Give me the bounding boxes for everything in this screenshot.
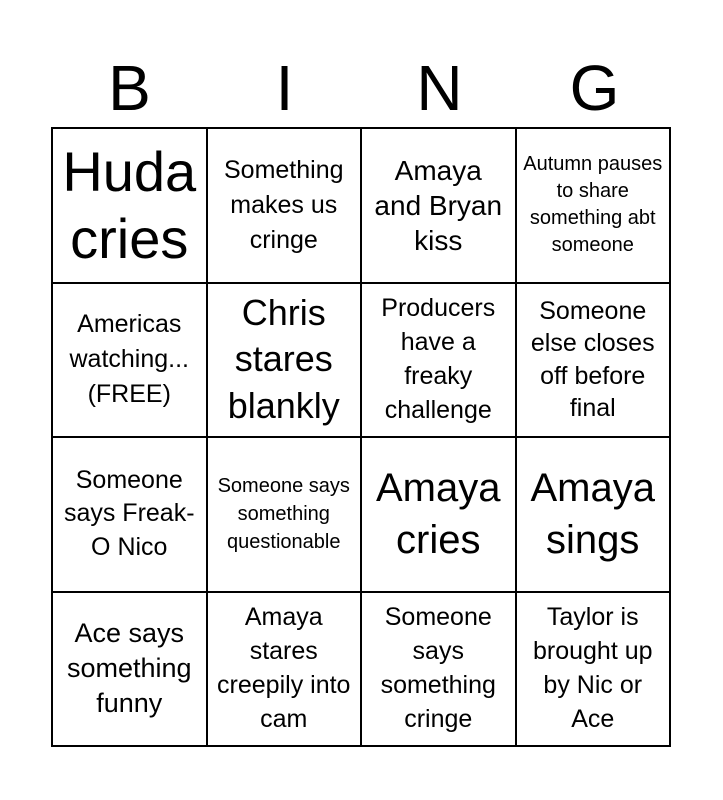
cell-text: Producers have a freaky challenge <box>381 294 496 424</box>
cell-text: Someone else closes off before final <box>530 296 655 423</box>
bingo-cell[interactable] <box>208 438 363 593</box>
bingo-cell[interactable] <box>53 593 208 748</box>
header-letter-i: I <box>275 52 294 124</box>
bingo-cell[interactable] <box>362 129 517 284</box>
cell-text: Someone says something questionable <box>217 475 350 554</box>
cell-text: Ace says something funny <box>66 618 192 719</box>
bingo-board <box>51 127 671 747</box>
cell-text: Someone says something cringe <box>380 603 496 733</box>
cell-text: Amaya sings <box>530 466 655 563</box>
bingo-cell[interactable] <box>517 129 672 284</box>
bingo-cell[interactable] <box>362 593 517 748</box>
bingo-cell[interactable] <box>53 284 208 439</box>
cell-text: Chris stares blankly <box>227 291 340 427</box>
bingo-cell[interactable] <box>53 129 208 284</box>
bingo-cell[interactable] <box>362 438 517 593</box>
bingo-cell[interactable] <box>517 438 672 593</box>
cell-text: Huda cries <box>62 140 197 271</box>
bingo-cell[interactable] <box>208 284 363 439</box>
cell-text: Something makes us cringe <box>223 155 344 254</box>
cell-text: Amaya cries <box>376 466 501 563</box>
cell-text: Taylor is brought up by Nic or Ace <box>532 603 653 733</box>
bingo-cell[interactable] <box>208 593 363 748</box>
bingo-cell[interactable] <box>517 593 672 748</box>
cell-text: Someone says Freak-O Nico <box>63 465 195 562</box>
header-letter-n: N <box>416 52 463 124</box>
cell-text: Americas watching... (FREE) <box>69 310 189 409</box>
bingo-cell[interactable] <box>517 284 672 439</box>
cell-text: Amaya stares creepily into cam <box>217 603 351 733</box>
bingo-cell[interactable] <box>53 438 208 593</box>
bingo-cell[interactable] <box>362 284 517 439</box>
bingo-cell[interactable] <box>208 129 363 284</box>
header-letter-g: G <box>569 52 620 124</box>
cell-text: Amaya and Bryan kiss <box>374 154 503 256</box>
cell-text: Autumn pauses to share something abt someone <box>523 153 663 257</box>
bingo-header <box>52 48 672 128</box>
header-letter-b: B <box>108 52 151 124</box>
